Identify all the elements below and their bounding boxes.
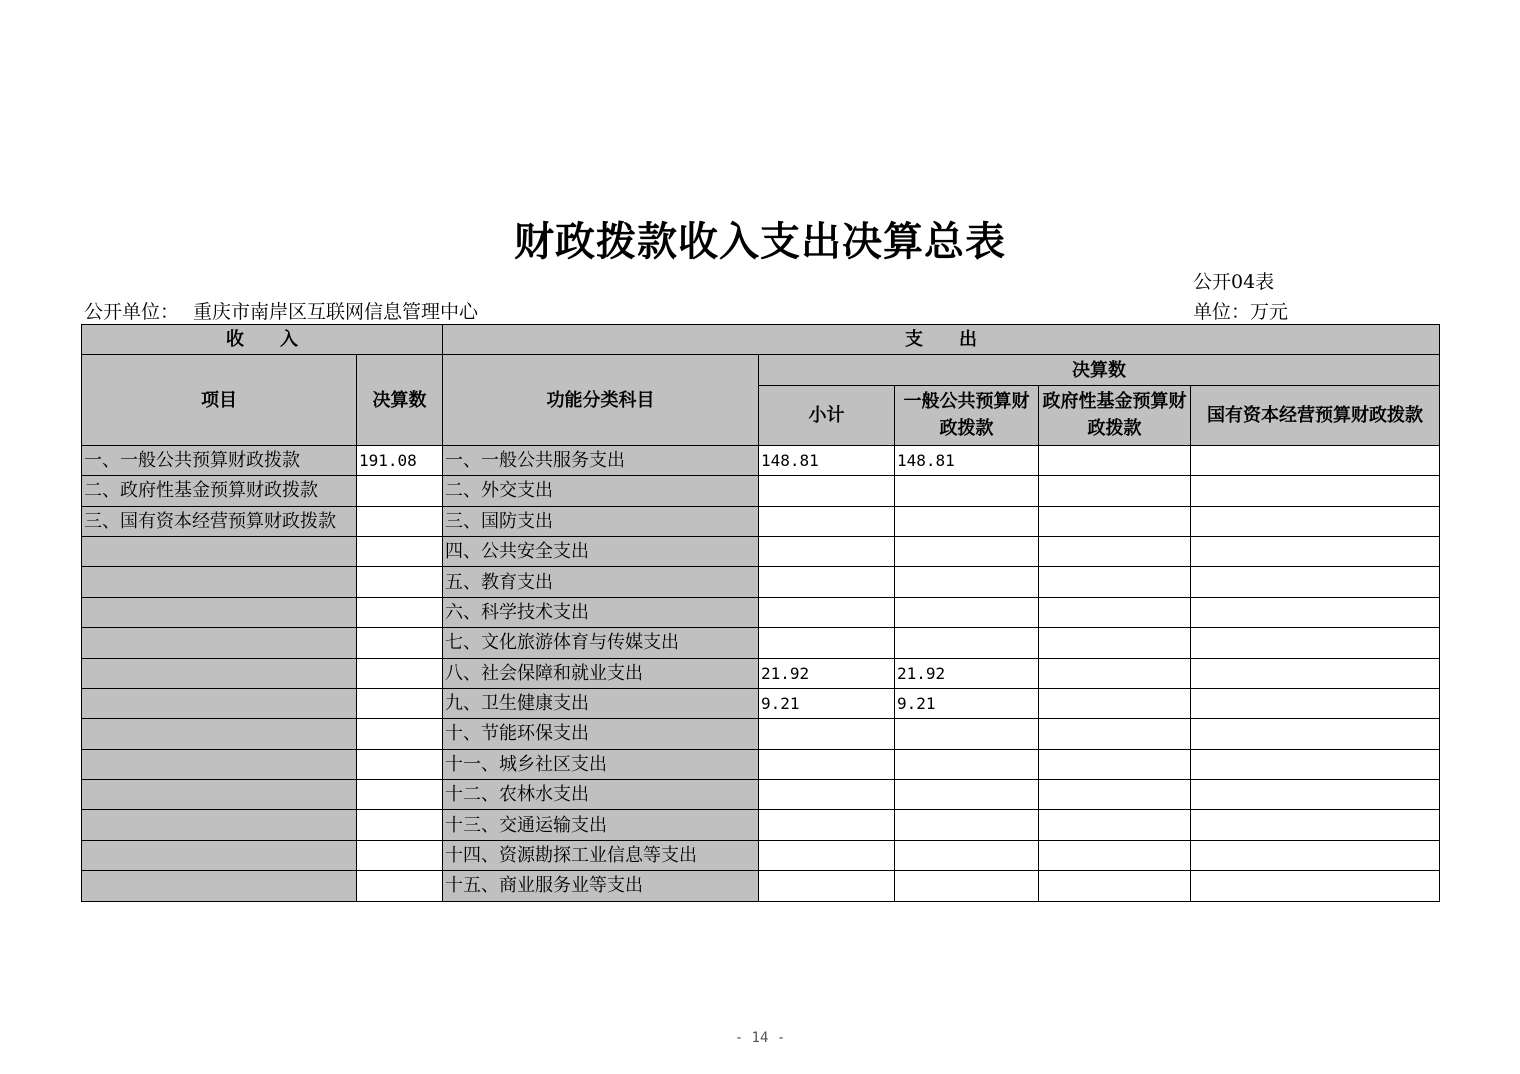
general-budget-cell	[895, 628, 1039, 658]
expense-item-cell: 十四、资源勘探工业信息等支出	[443, 840, 759, 870]
budget-total-header: 决算数	[759, 355, 1440, 385]
expense-item-cell: 二、外交支出	[443, 476, 759, 506]
reporting-unit	[84, 297, 478, 324]
income-amount-cell	[357, 658, 443, 688]
income-amount-cell	[357, 476, 443, 506]
expense-item-cell: 三、国防支出	[443, 506, 759, 536]
header-row-1	[82, 325, 1440, 355]
subtotal-cell	[759, 749, 895, 779]
subtotal-cell	[759, 810, 895, 840]
table-body	[82, 325, 1440, 902]
gov-fund-cell	[1039, 780, 1191, 810]
state-capital-cell	[1191, 810, 1440, 840]
table-row	[82, 780, 1440, 810]
general-budget-cell: 9.21	[895, 688, 1039, 718]
subtotal-cell	[759, 780, 895, 810]
page-title: 财政拨款收入支出决算总表	[514, 218, 1006, 265]
general-budget-cell	[895, 780, 1039, 810]
state-capital-cell	[1191, 658, 1440, 688]
income-item-cell	[82, 840, 357, 870]
table-row	[82, 628, 1440, 658]
general-budget-cell	[895, 536, 1039, 566]
income-item-cell	[82, 536, 357, 566]
general-budget-cell	[895, 506, 1039, 536]
reporting-unit-name: 重庆市南岸区互联网信息管理中心	[193, 301, 479, 323]
general-budget-cell	[895, 840, 1039, 870]
gov-fund-cell	[1039, 719, 1191, 749]
gov-fund-cell	[1039, 597, 1191, 627]
state-capital-cell	[1191, 688, 1440, 718]
general-budget-cell	[895, 719, 1039, 749]
gov-fund-cell	[1039, 628, 1191, 658]
header-row-2	[82, 355, 1440, 385]
income-amount-cell	[357, 780, 443, 810]
gov-fund-cell	[1039, 506, 1191, 536]
subtotal-cell: 21.92	[759, 658, 895, 688]
table-row	[82, 476, 1440, 506]
gov-fund-cell	[1039, 688, 1191, 718]
state-capital-cell	[1191, 840, 1440, 870]
expense-item-cell: 一、一般公共服务支出	[443, 445, 759, 475]
item-header: 项目	[82, 355, 357, 445]
income-amount-cell	[357, 688, 443, 718]
function-category-header: 功能分类科目	[443, 355, 759, 445]
subtotal-cell	[759, 719, 895, 749]
subtotal-cell	[759, 476, 895, 506]
gov-fund-cell	[1039, 567, 1191, 597]
state-capital-cell	[1191, 536, 1440, 566]
expense-header: 支 出	[443, 325, 1440, 355]
income-amount-cell	[357, 840, 443, 870]
income-amount-cell	[357, 506, 443, 536]
state-capital-cell	[1191, 780, 1440, 810]
table-row	[82, 871, 1440, 901]
expense-item-cell: 七、文化旅游体育与传媒支出	[443, 628, 759, 658]
table-row	[82, 840, 1440, 870]
expense-item-cell: 八、社会保障和就业支出	[443, 658, 759, 688]
subtotal-cell	[759, 597, 895, 627]
gov-fund-cell	[1039, 840, 1191, 870]
income-item-cell	[82, 658, 357, 688]
subtotal-cell	[759, 840, 895, 870]
income-item-cell	[82, 780, 357, 810]
table-row	[82, 658, 1440, 688]
state-capital-cell	[1191, 476, 1440, 506]
state-capital-cell	[1191, 445, 1440, 475]
gov-fund-cell	[1039, 476, 1191, 506]
table-row	[82, 749, 1440, 779]
state-capital-header: 国有资本经营预算财政拨款	[1191, 385, 1440, 445]
income-item-cell	[82, 628, 357, 658]
expense-item-cell: 九、卫生健康支出	[443, 688, 759, 718]
general-budget-cell	[895, 749, 1039, 779]
table-row	[82, 719, 1440, 749]
subtotal-header: 小计	[759, 385, 895, 445]
income-amount-cell: 191.08	[357, 445, 443, 475]
income-amount-cell	[357, 536, 443, 566]
income-item-cell: 一、一般公共预算财政拨款	[82, 445, 357, 475]
general-budget-header: 一般公共预算财政拨款	[895, 385, 1039, 445]
income-item-cell	[82, 688, 357, 718]
subtotal-cell	[759, 506, 895, 536]
expense-item-cell: 十、节能环保支出	[443, 719, 759, 749]
amount-header: 决算数	[357, 355, 443, 445]
income-amount-cell	[357, 871, 443, 901]
budget-table	[81, 324, 1440, 902]
income-amount-cell	[357, 628, 443, 658]
expense-item-cell: 四、公共安全支出	[443, 536, 759, 566]
expense-item-cell: 五、教育支出	[443, 567, 759, 597]
expense-item-cell: 六、科学技术支出	[443, 597, 759, 627]
income-item-cell	[82, 567, 357, 597]
subtotal-cell	[759, 567, 895, 597]
income-item-cell: 二、政府性基金预算财政拨款	[82, 476, 357, 506]
state-capital-cell	[1191, 567, 1440, 597]
expense-item-cell: 十二、农林水支出	[443, 780, 759, 810]
income-amount-cell	[357, 567, 443, 597]
income-item-cell	[82, 810, 357, 840]
gov-fund-cell	[1039, 536, 1191, 566]
income-amount-cell	[357, 597, 443, 627]
gov-fund-cell	[1039, 749, 1191, 779]
table-row	[82, 506, 1440, 536]
gov-fund-cell	[1039, 871, 1191, 901]
income-item-cell: 三、国有资本经营预算财政拨款	[82, 506, 357, 536]
subtotal-cell	[759, 536, 895, 566]
currency-unit: 单位：万元	[1193, 301, 1289, 323]
expense-item-cell: 十三、交通运输支出	[443, 810, 759, 840]
table-row	[82, 536, 1440, 566]
state-capital-cell	[1191, 506, 1440, 536]
reporting-unit-label: 公开单位：	[84, 301, 180, 323]
income-amount-cell	[357, 719, 443, 749]
state-capital-cell	[1191, 749, 1440, 779]
income-amount-cell	[357, 810, 443, 840]
state-capital-cell	[1191, 719, 1440, 749]
table-row	[82, 688, 1440, 718]
general-budget-cell	[895, 871, 1039, 901]
general-budget-cell	[895, 567, 1039, 597]
general-budget-cell: 148.81	[895, 445, 1039, 475]
income-item-cell	[82, 597, 357, 627]
general-budget-cell: 21.92	[895, 658, 1039, 688]
general-budget-cell	[895, 597, 1039, 627]
income-item-cell	[82, 749, 357, 779]
table-row	[82, 810, 1440, 840]
income-item-cell	[82, 719, 357, 749]
gov-fund-header: 政府性基金预算财政拨款	[1039, 385, 1191, 445]
gov-fund-cell	[1039, 658, 1191, 688]
general-budget-cell	[895, 810, 1039, 840]
gov-fund-cell	[1039, 810, 1191, 840]
income-header: 收 入	[82, 325, 443, 355]
income-item-cell	[82, 871, 357, 901]
general-budget-cell	[895, 476, 1039, 506]
state-capital-cell	[1191, 597, 1440, 627]
table-row	[82, 597, 1440, 627]
page-number: - 14 -	[734, 1030, 786, 1046]
expense-item-cell: 十一、城乡社区支出	[443, 749, 759, 779]
subtotal-cell	[759, 628, 895, 658]
table-row	[82, 567, 1440, 597]
income-amount-cell	[357, 749, 443, 779]
subtotal-cell: 148.81	[759, 445, 895, 475]
state-capital-cell	[1191, 628, 1440, 658]
state-capital-cell	[1191, 871, 1440, 901]
subtotal-cell: 9.21	[759, 688, 895, 718]
form-number: 公开04表	[1193, 271, 1275, 293]
gov-fund-cell	[1039, 445, 1191, 475]
table-row	[82, 445, 1440, 475]
expense-item-cell: 十五、商业服务业等支出	[443, 871, 759, 901]
subtotal-cell	[759, 871, 895, 901]
